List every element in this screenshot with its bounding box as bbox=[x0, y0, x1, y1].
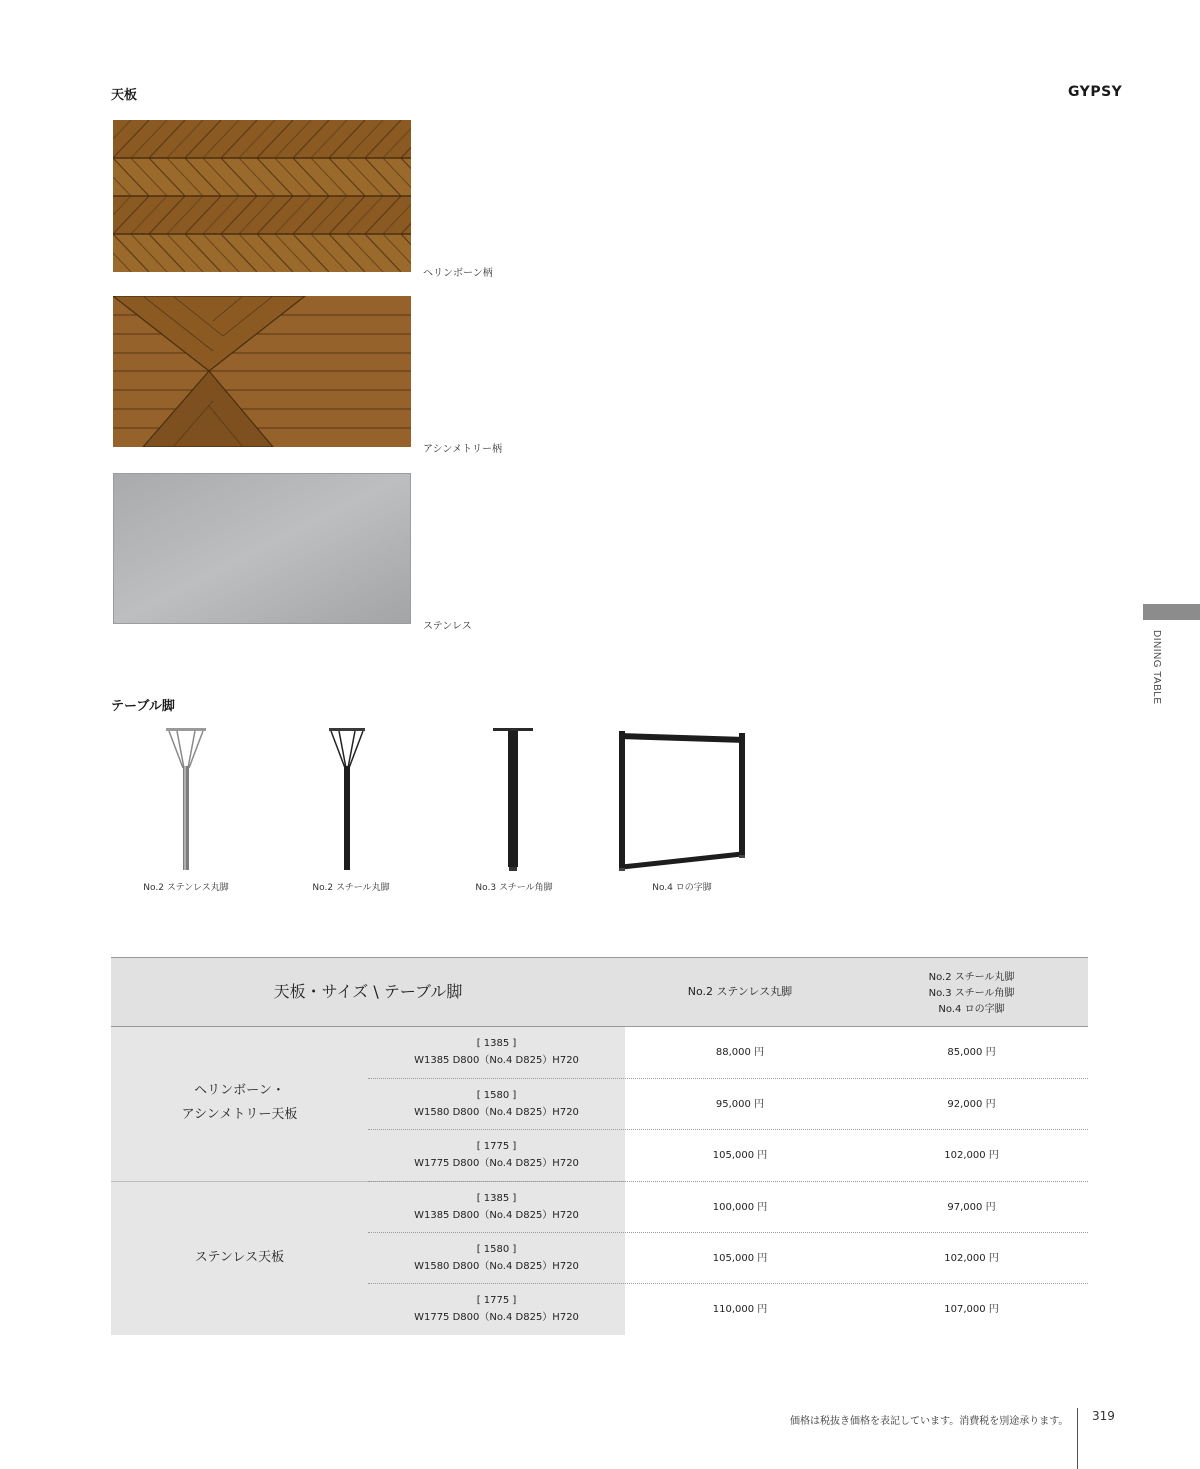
leg-stainless-round-image bbox=[163, 728, 209, 877]
asymmetric-top-image bbox=[113, 296, 411, 447]
side-index-label: DINING TABLE bbox=[1151, 630, 1162, 705]
leg-caption-3: No.3 スチール角脚 bbox=[475, 883, 553, 893]
table-row bbox=[368, 1283, 1088, 1334]
group-label-stainless: ステンレス天板 bbox=[194, 1250, 285, 1265]
price-cell: 100,000 円 bbox=[712, 1202, 768, 1213]
price-cell: 85,000 円 bbox=[947, 1047, 996, 1058]
size-cell: [ 1385 ] W1385 D800（No.4 D825）H720 bbox=[414, 1193, 579, 1221]
size-cell: [ 1385 ] W1385 D800（No.4 D825）H720 bbox=[414, 1038, 579, 1066]
table-row bbox=[368, 1129, 1088, 1180]
price-cell: 102,000 円 bbox=[944, 1253, 999, 1264]
leg-caption-2: No.2 スチール丸脚 bbox=[312, 883, 390, 893]
leg-caption-4: No.4 ロの字脚 bbox=[652, 883, 712, 893]
table-row bbox=[368, 1181, 1088, 1232]
price-cell: 105,000 円 bbox=[712, 1150, 768, 1161]
herringbone-top-image bbox=[113, 120, 411, 272]
table-row bbox=[368, 1078, 1088, 1129]
tax-note: 価格は税抜き価格を表記しています。消費税を別途承ります。 bbox=[790, 1416, 1069, 1427]
table-row bbox=[368, 1027, 1088, 1078]
page-number: 319 bbox=[1092, 1409, 1115, 1423]
price-cell: 105,000 円 bbox=[712, 1253, 768, 1264]
price-cell: 97,000 円 bbox=[947, 1202, 996, 1213]
leg-frame-image bbox=[617, 728, 749, 877]
size-cell: [ 1775 ] W1775 D800（No.4 D825）H720 bbox=[414, 1295, 579, 1323]
table-header bbox=[111, 957, 1088, 1027]
price-cell: 88,000 円 bbox=[715, 1047, 765, 1058]
table-row bbox=[368, 1232, 1088, 1283]
stainless-top-image bbox=[113, 473, 411, 624]
price-cell: 107,000 円 bbox=[944, 1304, 999, 1315]
caption-asymmetric: アシンメトリー柄 bbox=[423, 444, 503, 455]
price-cell: 92,000 円 bbox=[947, 1099, 996, 1110]
header-other-legs: No.2 スチール丸脚 No.3 スチール角脚 No.4 ロの字脚 bbox=[928, 972, 1015, 1015]
leg-steel-square-image bbox=[493, 728, 533, 877]
price-cell: 95,000 円 bbox=[715, 1099, 765, 1110]
caption-herringbone: ヘリンボーン柄 bbox=[423, 268, 493, 279]
size-cell: [ 1580 ] W1580 D800（No.4 D825）H720 bbox=[414, 1244, 579, 1272]
price-cell: 102,000 円 bbox=[944, 1150, 999, 1161]
price-cell: 110,000 円 bbox=[712, 1304, 768, 1315]
size-cell: [ 1775 ] W1775 D800（No.4 D825）H720 bbox=[414, 1141, 579, 1169]
section-title-legs: テーブル脚 bbox=[111, 699, 175, 714]
header-stainless-round: No.2 ステンレス丸脚 bbox=[687, 985, 793, 998]
side-index-tab bbox=[1143, 604, 1200, 620]
caption-stainless: ステンレス bbox=[423, 621, 472, 632]
brand-name: GYPSY bbox=[1068, 84, 1123, 100]
header-top-size: 天板・サイズ \ テーブル脚 bbox=[273, 982, 463, 1001]
leg-caption-1: No.2 ステンレス丸脚 bbox=[143, 883, 229, 893]
footer-divider bbox=[1077, 1408, 1078, 1469]
section-title-tops: 天板 bbox=[111, 88, 138, 103]
size-cell: [ 1580 ] W1580 D800（No.4 D825）H720 bbox=[414, 1090, 579, 1118]
leg-steel-round-image bbox=[327, 728, 367, 877]
group-label-wood: ヘリンボーン・ アシンメトリー天板 bbox=[181, 1083, 298, 1122]
